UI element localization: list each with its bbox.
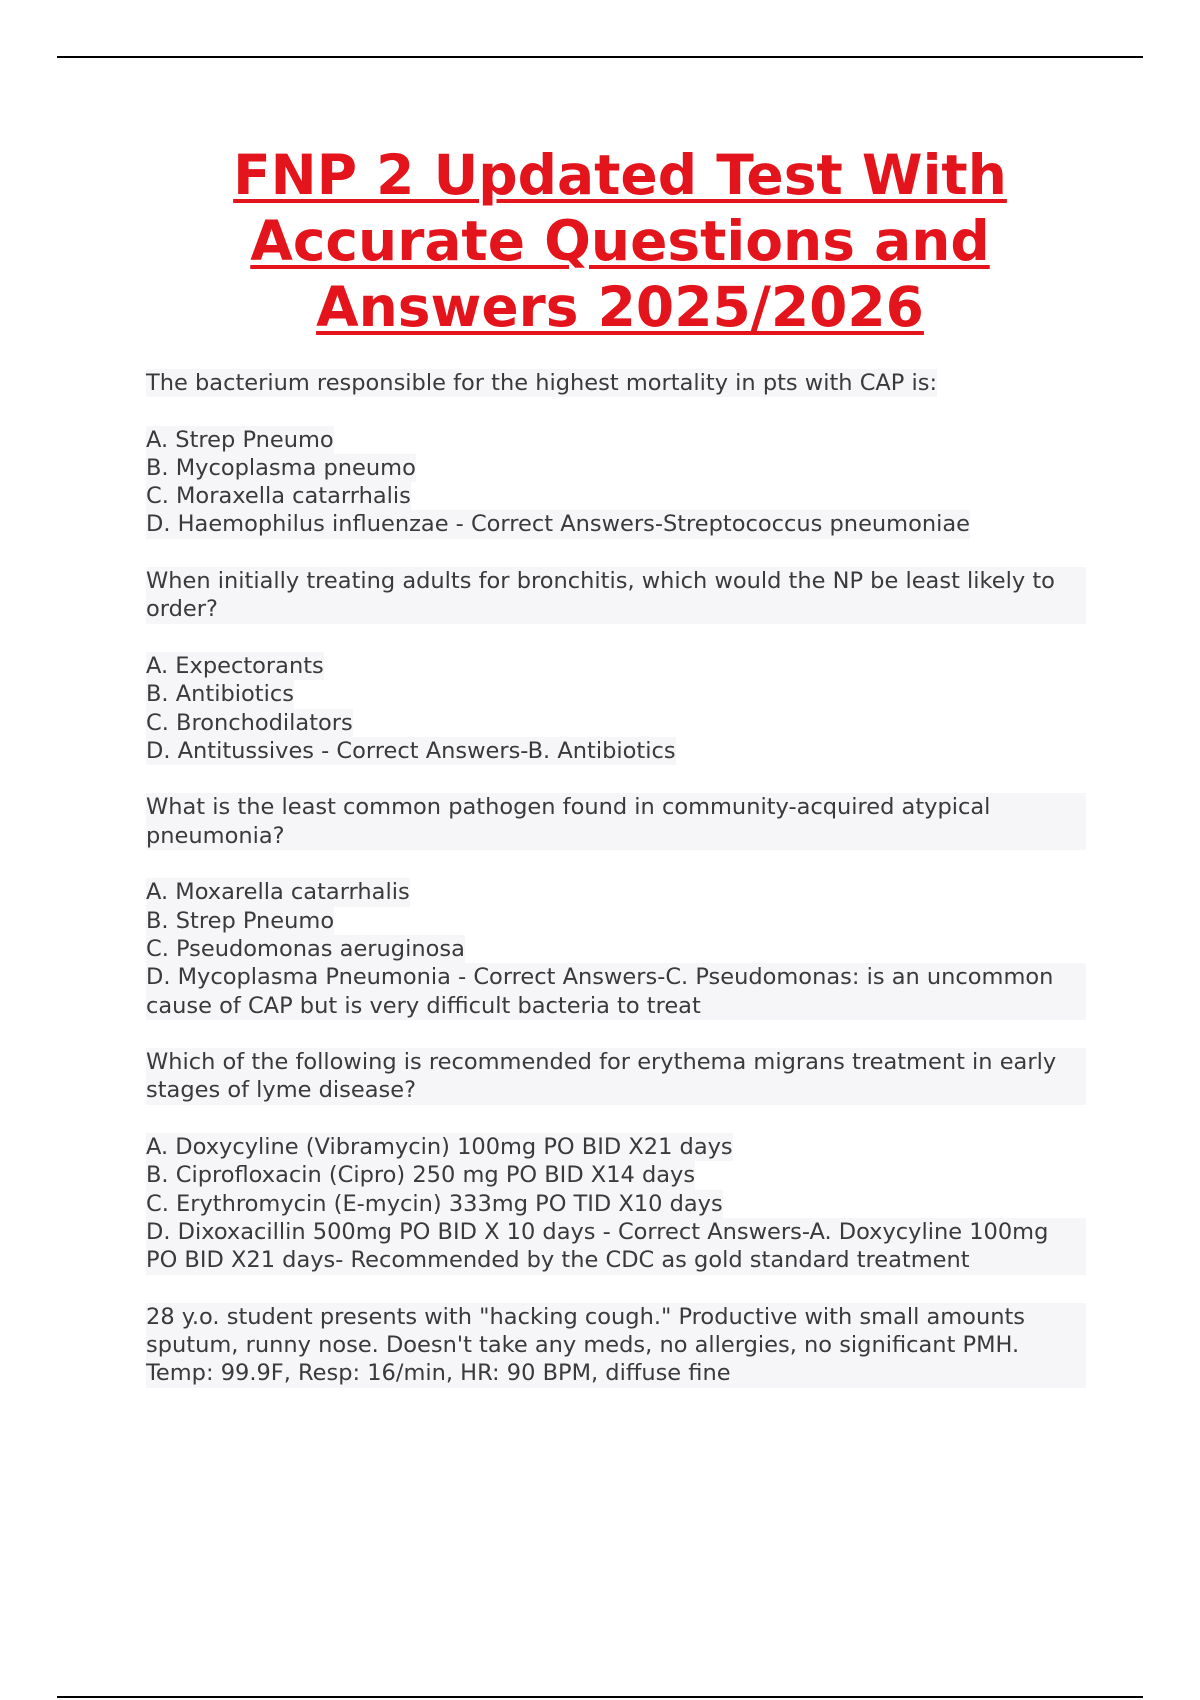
question-block-5 xyxy=(146,1303,1086,1388)
question-block-4 xyxy=(146,1048,1086,1274)
answer-option: A. Expectorants xyxy=(146,652,324,679)
answer-option: A. Strep Pneumo xyxy=(146,426,334,453)
answer-option: A. Moxarella catarrhalis xyxy=(146,879,410,906)
answer-option: D. Mycoplasma Pneumonia - Correct Answers-C. Pseudomonas: is an uncommon cause of CAP but is very difficult bacteria to treat xyxy=(146,963,1086,1020)
question-block-3 xyxy=(146,793,1086,1019)
answer-option: D. Dixoxacillin 500mg PO BID X 10 days - Correct Answers-A. Doxycyline 100mg PO BID X21 days- Recommended by the CDC as gold standard treatment xyxy=(146,1218,1086,1275)
answer-option: B. Strep Pneumo xyxy=(146,907,335,934)
question-text: When initially treating adults for bronchitis, which would the NP be least likely to order? xyxy=(146,567,1086,624)
document-body xyxy=(146,369,1086,1416)
answer-option: B. Antibiotics xyxy=(146,681,294,708)
question-text: What is the least common pathogen found in community-acquired atypical pneumonia? xyxy=(146,793,1086,850)
answer-option: C. Moraxella catarrhalis xyxy=(146,483,411,510)
answer-option: C. Bronchodilators xyxy=(146,709,353,736)
answer-option: C. Erythromycin (E-mycin) 333mg PO TID X10 days xyxy=(146,1190,723,1217)
answer-options xyxy=(146,426,1086,539)
question-block-1 xyxy=(146,369,1086,539)
answer-option: A. Doxycyline (Vibramycin) 100mg PO BID X21 days xyxy=(146,1134,733,1161)
question-block-2 xyxy=(146,567,1086,765)
question-text: Which of the following is recommended for erythema migrans treatment in early stages of lyme disease? xyxy=(146,1048,1086,1105)
answer-options xyxy=(146,1133,1086,1274)
answer-option: B. Mycoplasma pneumo xyxy=(146,454,416,481)
answer-options xyxy=(146,878,1086,1019)
answer-option: D. Haemophilus influenzae - Correct Answers-Streptococcus pneumoniae xyxy=(146,511,970,538)
answer-option: B. Ciprofloxacin (Cipro) 250 mg PO BID X14 days xyxy=(146,1162,696,1189)
answer-option: D. Antitussives - Correct Answers-B. Antibiotics xyxy=(146,737,676,764)
top-rule xyxy=(57,56,1143,58)
document-title: FNP 2 Updated Test With Accurate Questions and Answers 2025/2026 xyxy=(233,143,1007,339)
question-text: 28 y.o. student presents with "hacking cough." Productive with small amounts sputum, runny nose. Doesn't take any meds, no allergies, no significant PMH. Temp: 99.9F, Resp: 16/min, HR: 90 BPM, diffuse fine xyxy=(146,1303,1086,1388)
answer-option: C. Pseudomonas aeruginosa xyxy=(146,935,465,962)
bottom-rule xyxy=(57,1696,1143,1698)
answer-options xyxy=(146,652,1086,765)
question-text: The bacterium responsible for the highest mortality in pts with CAP is: xyxy=(146,370,938,396)
